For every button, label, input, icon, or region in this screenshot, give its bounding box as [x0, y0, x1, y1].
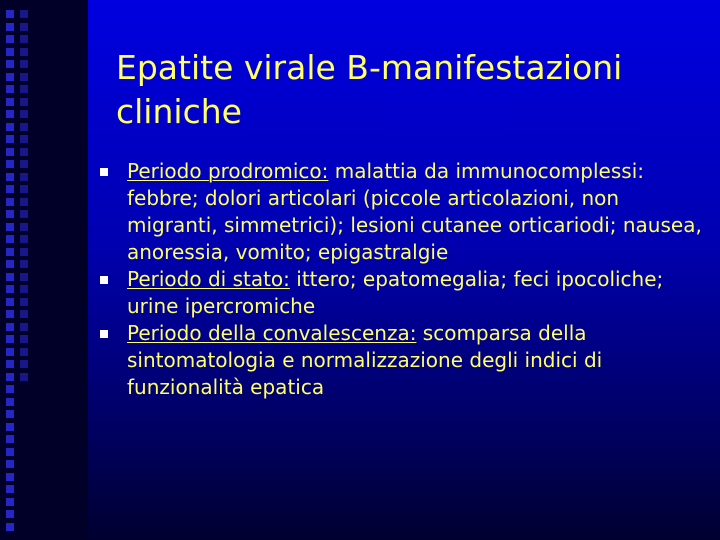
bullet-square-icon: [100, 276, 108, 284]
decor-square: [20, 273, 28, 281]
decor-square: [20, 335, 28, 343]
decor-square-column: [20, 0, 28, 540]
decor-square: [6, 85, 14, 93]
decor-square: [6, 210, 14, 218]
decor-square: [6, 510, 14, 518]
decor-square: [6, 385, 14, 393]
bullet-text: malattia da immunocomplessi: febbre; dolori articolari (piccole articolazioni, non migranti, simmetrici); lesioni cutanee orticariodi; nausea, anoressia, vomito; epigastralgie: [127, 159, 702, 264]
decor-square: [6, 273, 14, 281]
bullet-item: [100, 320, 710, 401]
slide-title: Epatite virale B-manifestazioni cliniche: [116, 48, 623, 131]
decor-square: [20, 10, 28, 18]
decor-square: [6, 123, 14, 131]
decor-square: [20, 373, 28, 381]
decor-square: [6, 135, 14, 143]
bullet-square-icon: [100, 330, 108, 338]
decor-square: [6, 498, 14, 506]
decor-square: [6, 48, 14, 56]
decor-square: [20, 173, 28, 181]
decor-square: [20, 98, 28, 106]
decor-square: [20, 360, 28, 368]
bullet-item: [100, 158, 710, 266]
decor-square: [6, 285, 14, 293]
decor-square: [20, 348, 28, 356]
decor-square: [6, 360, 14, 368]
decor-square: [6, 323, 14, 331]
decor-square: [6, 423, 14, 431]
decor-square: [6, 10, 14, 18]
decor-square: [20, 48, 28, 56]
decor-square: [20, 223, 28, 231]
decor-square: [20, 110, 28, 118]
decor-square: [6, 310, 14, 318]
decor-square: [6, 460, 14, 468]
bullet-text: scomparsa della sintomatologia e normalizzazione degli indici di funzionalità epatica: [127, 321, 603, 399]
bullet-term: Periodo della convalescenza:: [127, 321, 417, 345]
decor-square: [6, 298, 14, 306]
decor-square: [6, 523, 14, 531]
decor-square: [6, 410, 14, 418]
decor-square: [6, 185, 14, 193]
decor-square: [6, 60, 14, 68]
decor-square: [20, 85, 28, 93]
decor-square: [6, 398, 14, 406]
decor-square: [20, 285, 28, 293]
decor-square: [6, 348, 14, 356]
decor-square: [6, 173, 14, 181]
decor-square: [6, 23, 14, 31]
decor-square: [6, 485, 14, 493]
decor-square: [20, 123, 28, 131]
bullet-list: [100, 158, 710, 401]
decor-square: [6, 473, 14, 481]
decor-square: [6, 248, 14, 256]
decor-square: [6, 435, 14, 443]
decor-square: [6, 335, 14, 343]
decor-square: [6, 373, 14, 381]
decor-square: [6, 448, 14, 456]
decor-square: [20, 160, 28, 168]
decor-square: [6, 35, 14, 43]
left-decor-strip: [0, 0, 88, 540]
decor-square-column: [6, 0, 14, 540]
decor-square: [6, 98, 14, 106]
decor-square: [20, 260, 28, 268]
decor-square: [20, 135, 28, 143]
decor-square: [6, 235, 14, 243]
decor-square: [6, 148, 14, 156]
decor-square: [20, 60, 28, 68]
decor-square: [20, 73, 28, 81]
decor-square: [20, 35, 28, 43]
bullet-square-icon: [100, 168, 108, 176]
decor-square: [6, 198, 14, 206]
decor-square: [20, 198, 28, 206]
decor-square: [6, 73, 14, 81]
bullet-text: ittero; epatomegalia; feci ipocoliche; urine ipercromiche: [127, 267, 664, 318]
bullet-term: Periodo di stato:: [127, 267, 290, 291]
decor-square: [20, 23, 28, 31]
decor-square: [20, 235, 28, 243]
decor-square: [6, 260, 14, 268]
bullet-item: [100, 266, 710, 320]
decor-square: [20, 248, 28, 256]
bullet-term: Periodo prodromico:: [127, 159, 329, 183]
decor-square: [6, 110, 14, 118]
decor-square: [20, 298, 28, 306]
decor-square: [6, 223, 14, 231]
decor-square: [20, 185, 28, 193]
decor-square: [6, 160, 14, 168]
decor-square: [20, 323, 28, 331]
decor-square: [20, 210, 28, 218]
decor-square: [20, 148, 28, 156]
decor-square: [20, 310, 28, 318]
